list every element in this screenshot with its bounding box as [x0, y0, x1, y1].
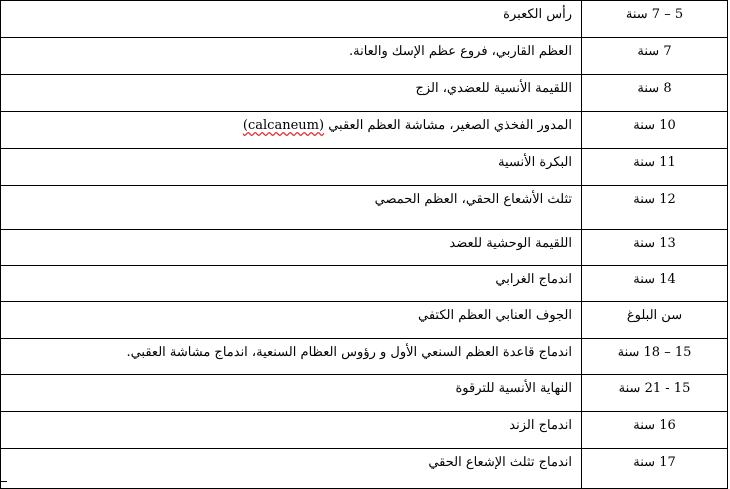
age-cell: 13 سنة [582, 230, 728, 266]
table-row [1, 375, 728, 412]
age-cell: 15 - 21 سنة [582, 375, 728, 412]
description-cell: العظم القاربي، فروع عظم الإسك والعانة. [1, 38, 582, 75]
description-cell: تثلث الأشعاع الحقي، العظم الحمصي [1, 186, 582, 230]
description-cell: النهاية الأنسية للترقوة [1, 375, 582, 412]
table-row [1, 412, 728, 449]
table-row [1, 112, 728, 149]
table-row [1, 75, 728, 112]
description-cell: الجوف العنابي العظم الكتفي [1, 302, 582, 339]
table-row [1, 339, 728, 375]
age-cell: 12 سنة [582, 186, 728, 230]
age-cell: 8 سنة [582, 75, 728, 112]
description-text: المدور الفخذي الصغير، مشاشة العظم العقبي [324, 118, 572, 133]
table-row [1, 1, 728, 38]
description-cell: اندماج قاعدة العظم السنعي الأول و رؤوس العظام السنعية، اندماج مشاشة العقبي. [1, 339, 582, 375]
table-row [1, 149, 728, 186]
description-cell: رأس الكعبرة [1, 1, 582, 38]
age-cell: 16 سنة [582, 412, 728, 449]
table-row [1, 449, 728, 489]
age-cell: 10 سنة [582, 112, 728, 149]
table-row [1, 266, 728, 302]
description-cell: اندماج الزند [1, 412, 582, 449]
description-cell: اللقيمة الوحشية للعضد [1, 230, 582, 266]
description-cell [1, 112, 582, 149]
table-row [1, 186, 728, 230]
age-cell: 11 سنة [582, 149, 728, 186]
age-cell: سن البلوغ [582, 302, 728, 339]
age-cell: 15 – 18 سنة [582, 339, 728, 375]
age-cell: 14 سنة [582, 266, 728, 302]
description-cell: اندماج تثلث الإشعاع الحقي [1, 449, 582, 489]
age-cell: 17 سنة [582, 449, 728, 489]
table-row [1, 302, 728, 339]
description-cell: اندماج الغرابي [1, 266, 582, 302]
description-cell: اللقيمة الأنسية للعضدي، الزج [1, 75, 582, 112]
calcaneum-term: (calcaneum) [242, 118, 325, 133]
age-cell: 7 سنة [582, 38, 728, 75]
table-row [1, 230, 728, 266]
table-row [1, 38, 728, 75]
age-cell: 5 – 7 سنة [582, 1, 728, 38]
description-cell: البكرة الأنسية [1, 149, 582, 186]
